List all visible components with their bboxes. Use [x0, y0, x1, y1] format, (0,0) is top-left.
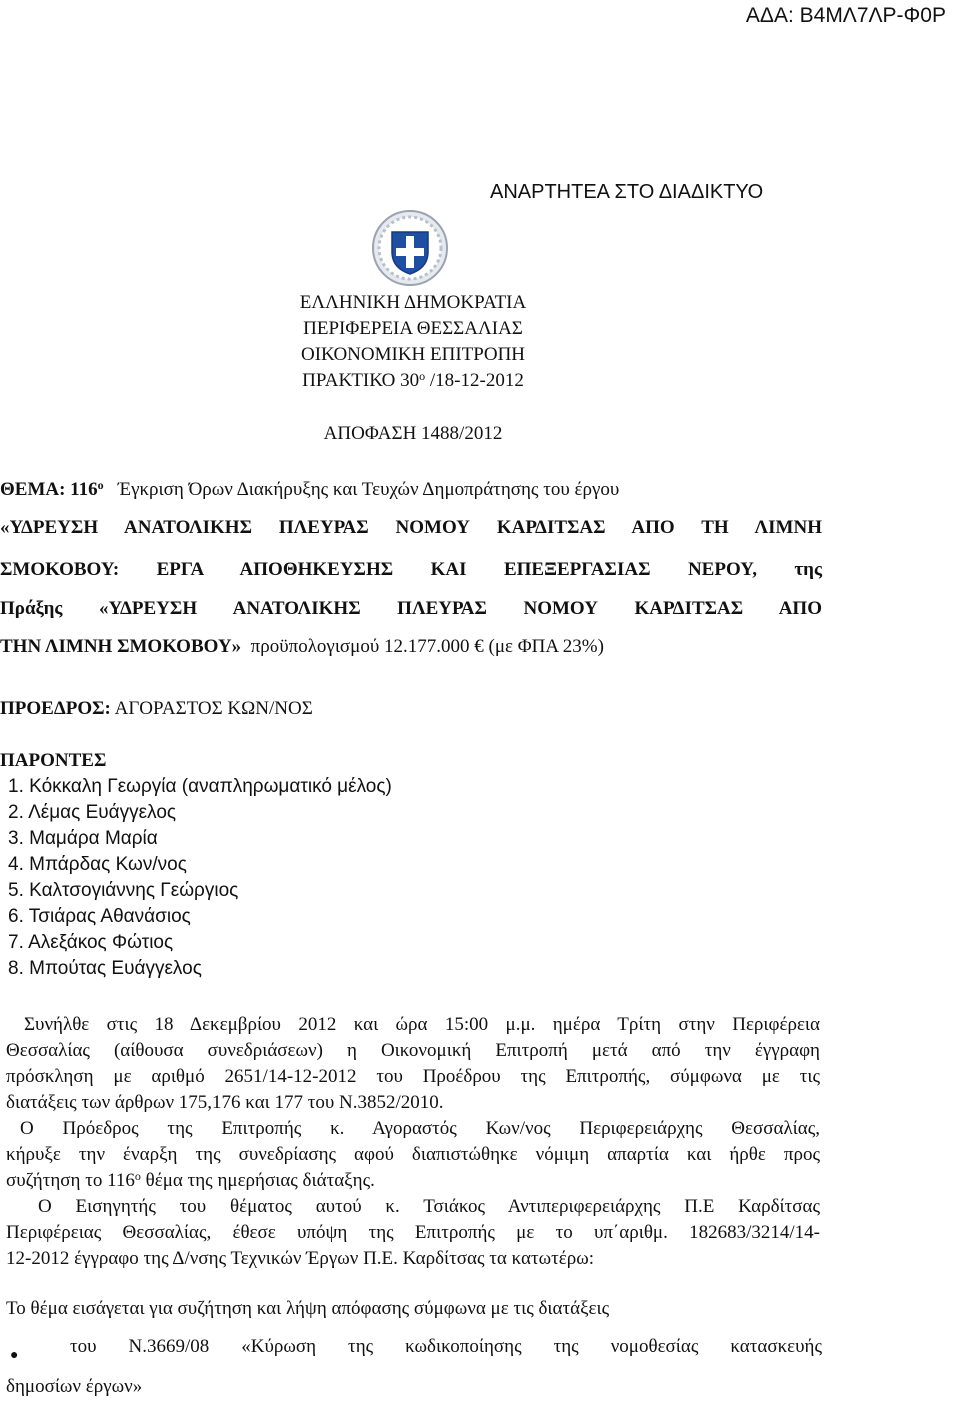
list-item: 5. Καλτσογιάννης Γεώργιος: [8, 880, 239, 901]
ada-code: ΑΔΑ: Β4ΜΛ7ΛΡ-Φ0Ρ: [745, 4, 946, 27]
header-country: ΕΛΛΗΝΙΚΗ ΔΗΜΟΚΡΑΤΙΑ: [299, 292, 527, 313]
paragraph-meeting: Συνήλθε στις 18 Δεκεμβρίου 2012 και ώρα 15:00 μ.μ. ημέρα Τρίτη στην Περιφέρεια: [24, 1014, 820, 1035]
chair-name: ΑΓΟΡΑΣΤΟΣ ΚΩΝ/ΝΟΣ: [114, 698, 313, 719]
paragraph-chair-cont: κήρυξε την έναρξη της συνεδρίασης αφού διαπιστώθηκε νόμιμη απαρτία και ήρθε προς συζήτηση το $116^o$ θέμα της ημερήσιας διάταξης.: [6, 1144, 820, 1191]
subject-label: ΘΕΜΑ: $116^o$: [0, 478, 104, 500]
greek-emblem-icon: [370, 208, 450, 288]
chair-label: ΠΡΟΕΔΡΟΣ:: [0, 698, 111, 719]
subject-line-4: Πράξης «ΥΔΡΕΥΣΗ ΑΝΑΤΟΛΙΚΗΣ ΠΛΕΥΡΑΣ ΝΟΜΟΥ ΚΑΡΔΙΤΣΑΣ ΑΠΟ: [0, 598, 822, 619]
paragraph-rapporteur: Ο Εισηγητής του θέματος αυτού κ. Τσιάκος Αντιπεριφερειάρχης Π.Ε Καρδίτσας: [38, 1196, 820, 1217]
bullet-text-cont: δημοσίων έργων»: [6, 1376, 143, 1397]
present-list: [8, 774, 392, 982]
list-item: 3. Μαμάρα Μαρία: [8, 828, 158, 849]
list-item: 1. Κόκκαλη Γεωργία (αναπληρωματικό μέλος): [8, 776, 392, 797]
bullet-text: του Ν.3669/08 «Κύρωση της κωδικοποίησης της νομοθεσίας κατασκευής: [70, 1336, 822, 1357]
subject-line-5: ΤΗΝ ΛΙΜΝΗ ΣΜΟΚΟΒΟΥ» προϋπολογισμού 12.177.000 € (με ΦΠΑ 23%): [0, 636, 604, 657]
subject-line-3: ΣΜΟΚΟΒΟΥ: ΕΡΓΑ ΑΠΟΘΗΚΕΥΣΗΣ ΚΑΙ ΕΠΕΞΕΡΓΑΣΙΑΣ ΝΕΡΟΥ, της: [0, 559, 822, 580]
list-item: 8. Μπούτας Ευάγγελος: [8, 958, 202, 979]
header-committee: ΟΙΚΟΝΟΜΙΚΗ ΕΠΙΤΡΟΠΗ: [300, 344, 526, 365]
list-item: 4. Μπάρδας Κων/νος: [8, 854, 187, 875]
header-region: ΠΕΡΙΦΕΡΕΙΑ ΘΕΣΣΑΛΙΑΣ: [303, 318, 523, 339]
header-minutes: ΠΡΑΚΤΙΚΟ $30^o$ /18-12-2012: [302, 369, 524, 391]
paragraph-meeting-cont: Θεσσαλίας (αίθουσα συνεδριάσεων) η Οικονομική Επιτροπή μετά από την έγγραφη πρόσκληση με αριθμό 2651/14-12-2012 του Προέδρου της Επιτροπής, σύμφωνα με τις διατάξεις των άρθρων 175,176 και 177 του Ν.3852/2010.: [6, 1040, 820, 1113]
post-notice: ΑΝΑΡΤΗΤΕΑ ΣΤΟ ΔΙΑΔΙΚΤΥΟ: [490, 181, 764, 203]
paragraph-rapporteur-cont: Περιφέρειας Θεσσαλίας, έθεσε υπόψη της Επιτροπής με το υπ΄αριθμ. 182683/3214/14- 12-2012 έγγραφο της Δ/νσης Τεχνικών Έργων Π.Ε. Καρδίτσας τα κατωτέρω:: [6, 1222, 820, 1269]
list-item: 2. Λέμας Ευάγγελος: [8, 802, 177, 823]
chair-line: [0, 698, 313, 720]
list-item: 6. Τσιάρας Αθανάσιος: [8, 906, 191, 927]
intro-sentence: Το θέμα εισάγεται για συζήτηση και λήψη απόφασης σύμφωνα με τις διατάξεις: [6, 1298, 610, 1319]
subject-line-2: «ΥΔΡΕΥΣΗ ΑΝΑΤΟΛΙΚΗΣ ΠΛΕΥΡΑΣ ΝΟΜΟΥ ΚΑΡΔΙΤΣΑΣ ΑΠΟ ΤΗ ΛΙΜΝΗ: [0, 517, 822, 538]
list-item: 7. Αλεξάκος Φώτιος: [8, 932, 174, 953]
bullet-icon: ●: [10, 1348, 19, 1363]
decision-number: ΑΠΟΦΑΣΗ 1488/2012: [323, 423, 503, 444]
subject-line-1: [0, 479, 822, 501]
present-label: ΠΑΡΟΝΤΕΣ: [0, 750, 107, 771]
paragraph-chair: Ο Πρόεδρος της Επιτροπής κ. Αγοραστός Κων/νος Περιφερειάρχης Θεσσαλίας,: [20, 1118, 820, 1139]
subject-title: Έγκριση Όρων Διακήρυξης και Τευχών Δημοπράτησης του έργου: [117, 479, 620, 500]
